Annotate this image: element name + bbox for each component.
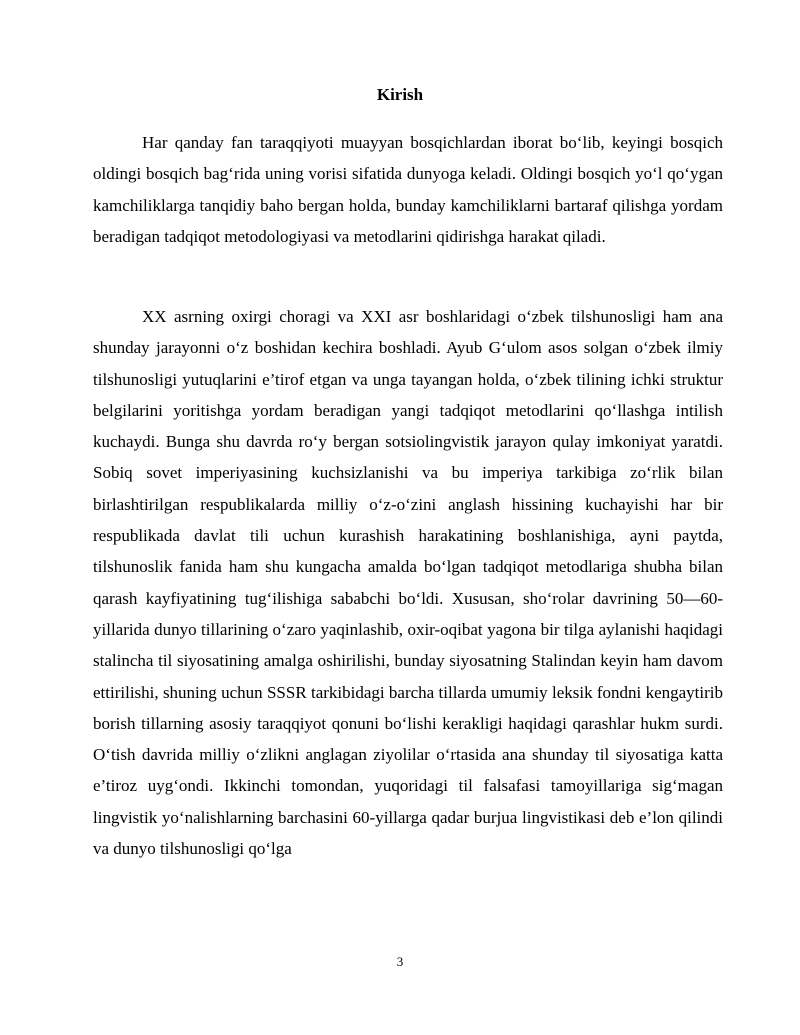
page-title: Kirish: [376, 85, 424, 104]
paragraph-intro: Har qanday fan taraqqiyoti muayyan bosqichlardan iborat bo‘lib, keyingi bosqich oldingi bosqich bag‘rida uning vorisi sifatida dunyoga keladi. Oldingi bosqich yo‘l qo‘ygan kamchiliklarga tanqidiy baho bergan holda, bunday kamchiliklarni bartaraf qilishga yordam beradigan tadqiqot metodologiyasi va metodlarini qidirishga harakat qiladi.: [93, 133, 723, 246]
paragraph-main: XX asrning oxirgi choragi va XXI asr boshlaridagi o‘zbek tilshunosligi ham ana shunday jarayonni o‘z boshidan kechira boshladi. Ayub G‘ulom asos solgan o‘zbek ilmiy tilshunosligi yutuqlarini e’tirof etgan va unga tayangan holda, o‘zbek tilining ichki struktur belgilarini yoritishga yordam beradigan yangi tadqiqot metodlarini qo‘llashga intilish kuchaydi. Bunga shu davrda ro‘y bergan sotsiolingvistik jarayon qulay imkoniyat yaratdi. Sobiq sovet imperiyasining kuchsizlanishi va bu imperiya tarkibiga zo‘rlik bilan birlashtirilgan respublikalarda milliy o‘z-o‘zini anglash hissining kuchayishi har bir respublikada davlat tili uchun kurashish harakatining boshlanishiga, ayni paytda, tilshunoslik fanida ham shu kungacha amalda bo‘lgan tadqiqot metodlariga shubha bilan qarash kayfiyatining tug‘ilishiga sababchi bo‘ldi. Xususan, sho‘rolar davrining 50—60-yillarida dunyo tillarining o‘zaro yaqinlashib, oxir-oqibat yagona bir tilga aylanishi haqidagi stalincha til siyosatining amalga oshirilishi, bunday siyosatning Stalindan keyin ham davom ettirilishi, shuning uchun SSSR tarkibidagi barcha tillarda umumiy leksik fondni kengaytirib borish tillarning asosiy taraqqiyot qonuni bo‘lishi kerakligi haqidagi qarashlar hukm surdi. O‘tish davrida milliy o‘zlikni anglagan ziyolilar o‘rtasida ana shunday til siyosatiga katta e’tiroz uyg‘ondi. Ikkinchi tomondan, yuqoridagi til falsafasi tamoyillariga sig‘magan lingvistik yo‘nalishlarning barchasini 60-yillarga qadar burjua lingvistikasi deb e’lon qilindi va dunyo tilshunosligi qo‘lga: [93, 307, 723, 859]
page-number: 3: [396, 954, 404, 969]
